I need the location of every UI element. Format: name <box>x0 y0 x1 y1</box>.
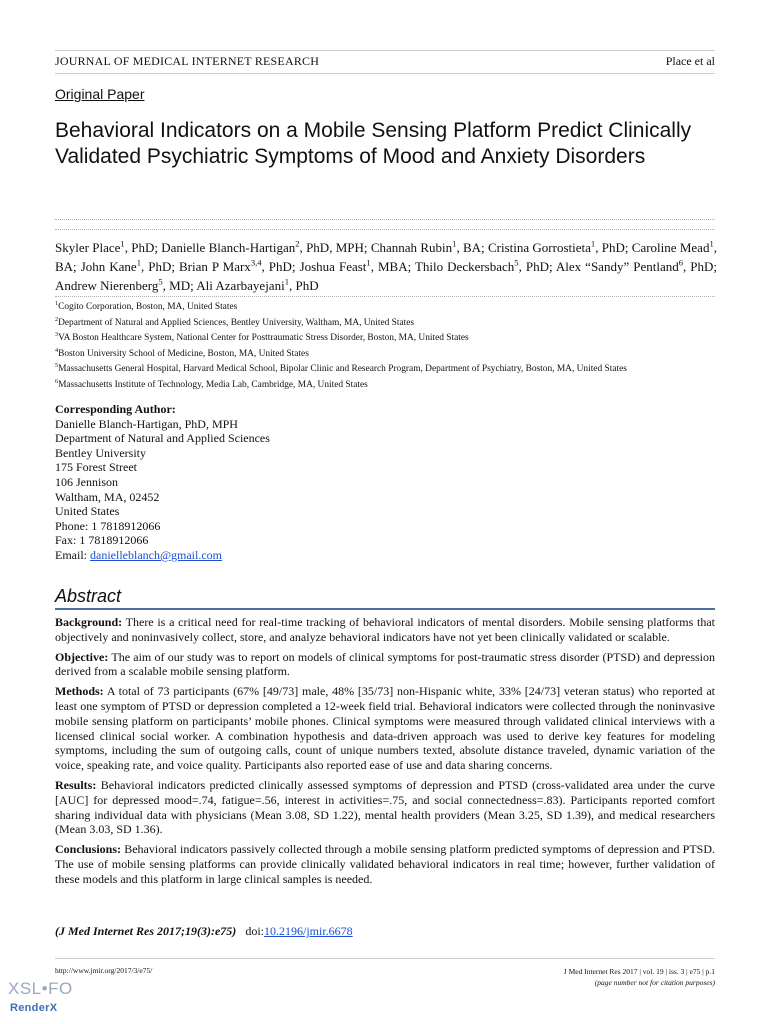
author-name: Joshua Feast <box>299 259 367 274</box>
footer-issue-info: J Med Internet Res 2017 | vol. 19 | iss. 3 | e75 | p.1 <box>563 967 715 976</box>
author-degree: , PhD; <box>683 259 718 274</box>
abstract-section-label: Objective: <box>55 649 109 664</box>
author-name: Skyler Place <box>55 240 121 255</box>
author-name: Andrew Nierenberg <box>55 278 159 293</box>
affiliation-item <box>55 316 735 332</box>
address-line: Fax: 1 7818912066 <box>55 533 149 548</box>
corresponding-author-heading: Corresponding Author: <box>55 402 176 416</box>
author-degree: , BA; <box>55 240 717 274</box>
affiliation-text: Cogito Corporation, Boston, MA, United States <box>58 302 238 312</box>
renderx-logo: RenderX <box>10 1002 58 1014</box>
affiliation-item <box>55 331 735 347</box>
author-affiliation-mark: 1 <box>120 238 125 249</box>
abstract-section-text: The aim of our study was to report on models of clinical symptoms for post-traumatic stress disorder (PTSD) and depression derived from a scalable mobile sensing platform. <box>55 649 715 679</box>
author-affiliation-mark: 2 <box>295 238 300 249</box>
address-line: 175 Forest Street <box>55 460 137 475</box>
abstract-section-text: A total of 73 participants (67% [49/73] male, 48% [35/73] non-Hispanic white, 33% [24/73] veteran status) who reported at least one symptom of PTSD or depression completed a 12-week field trial. Behavioral indicators were collected through the noninvasive mobile sensing platform on participants’ mobile phones. Clinical symptoms were measured through validated clinical interviews with a licensed clinical social worker. A combination hypothesis and data-driven approach was used to derive key features for modeling symptoms, including the sum of outgoing calls, count of unique numbers texted, absolute distance traveled, dynamic variation of the voice, speaking rate, and voice quality. Participants also reported ease of use and data sharing concerns. <box>55 684 715 773</box>
abstract-section <box>55 615 715 645</box>
running-author: Place et al <box>665 54 715 68</box>
xslfo-logo: XSL•FO <box>8 979 73 998</box>
header-top-rule <box>55 50 715 51</box>
corresponding-author <box>55 402 270 563</box>
affiliation-text: Department of Natural and Applied Sciences, Bentley University, Waltham, MA, United States <box>58 317 415 328</box>
author-list <box>55 238 717 295</box>
affiliation-number: 3 <box>55 331 59 339</box>
abstract-heading: Abstract <box>55 586 122 606</box>
author-degree: , PhD <box>288 278 319 293</box>
affiliation-text: Boston University School of Medicine, Boston, MA, United States <box>58 348 309 359</box>
abstract-section-text: There is a critical need for real-time tracking of behavioral indicators of mental disorders. Mobile sensing platforms that objectively and noninvasively collect, store, and analyze behavioral indicators have not yet been clinically validated or scalable. <box>55 615 715 644</box>
author-affiliation-mark: 3,4 <box>250 257 262 268</box>
authors-divider <box>55 296 715 297</box>
abstract-section-label: Results: <box>55 777 97 792</box>
author-affiliation-mark: 1 <box>590 238 596 249</box>
abstract-section-text: Behavioral indicators predicted clinically assessed symptoms of depression and PTSD (cross-validated area under the curve [AUC] for depressed mood=.74, fatigue=.56, interest in activities=.75, and social connectedness=.83). Participants reported comfort sharing individual data with physicians (Mean 3.08, SD 1.22), mental health providers (Mean 3.25, SD 1.39), and medical researchers (Mean 3.03, SD 1.36). <box>55 777 715 837</box>
author-affiliation-mark: 1 <box>709 238 714 249</box>
author-affiliation-mark: 1 <box>366 257 371 268</box>
address-line: United States <box>55 504 120 519</box>
affiliation-number: 4 <box>55 346 59 354</box>
abstract-section <box>55 778 715 837</box>
author-name: Alex “Sandy” Pentland <box>555 259 679 274</box>
footer-info <box>564 966 715 988</box>
address-line: Phone: 1 7818912066 <box>55 518 161 533</box>
email-link[interactable]: danielleblanch@gmail.com <box>90 547 223 562</box>
affiliation-item <box>55 300 735 316</box>
author-affiliation-mark: 6 <box>678 257 684 268</box>
affiliation-text: Massachusetts General Hospital, Harvard Medical School, Bipolar Clinic and Research Program, Department of Psychiatry, Boston, MA, United States <box>58 364 627 375</box>
affiliation-item <box>55 347 735 363</box>
author-name: Brian P Marx <box>179 259 251 274</box>
citation <box>55 924 353 939</box>
author-degree: , PhD, MPH; <box>299 240 371 255</box>
abstract-section-label: Methods: <box>55 684 104 699</box>
affiliation-item <box>55 362 735 378</box>
author-degree: , PhD; <box>261 259 300 274</box>
abstract-section <box>55 650 715 680</box>
citation-ref: (J Med Internet Res 2017;19(3):e75) <box>55 924 237 938</box>
author-name: Thilo Deckersbach <box>414 259 515 274</box>
abstract-body <box>55 615 715 892</box>
author-name: Channah Rubin <box>370 240 453 255</box>
author-degree: , PhD; <box>595 240 632 255</box>
header-bottom-rule <box>55 73 715 74</box>
abstract-section-label: Conclusions: <box>55 842 122 857</box>
author-affiliation-mark: 1 <box>284 276 289 287</box>
author-degree: , PhD; <box>124 240 162 255</box>
affiliation-number: 5 <box>55 362 59 370</box>
author-affiliation-mark: 5 <box>158 276 163 287</box>
abstract-section <box>55 684 715 773</box>
author-degree: , MD; <box>162 278 197 293</box>
corresponding-author-email <box>55 548 270 563</box>
author-affiliation-mark: 1 <box>452 238 457 249</box>
journal-name: JOURNAL OF MEDICAL INTERNET RESEARCH <box>55 54 320 68</box>
author-name: John Kane <box>80 259 137 274</box>
affiliation-number: 2 <box>55 315 59 323</box>
author-degree: , PhD; <box>518 259 556 274</box>
abstract-section-label: Background: <box>55 615 123 629</box>
title-divider-bottom <box>55 229 715 230</box>
author-name: Ali Azarbayejani <box>196 278 285 293</box>
affiliation-text: VA Boston Healthcare System, National Center for Posttraumatic Stress Disorder, Boston, MA, United States <box>58 333 469 344</box>
affiliation-item <box>55 378 735 394</box>
author-affiliation-mark: 1 <box>136 257 141 268</box>
address-line: Waltham, MA, 02452 <box>55 489 160 504</box>
affiliation-text: Massachusetts Institute of Technology, Media Lab, Cambridge, MA, United States <box>58 379 368 390</box>
author-degree: , BA; <box>456 240 488 255</box>
footer-rule <box>55 958 715 959</box>
abstract-section-text: Behavioral indicators passively collected through a mobile sensing platform predicted symptoms of depression and PTSD. The use of mobile sensing platforms can provide clinically validated behavioral indicators in real time; however, further validation of these models and this platform in large clinical samples is needed. <box>55 842 715 886</box>
title-divider-top <box>55 219 715 220</box>
footer-url: http://www.jmir.org/2017/3/e75/ <box>55 966 153 975</box>
doi-label: doi: <box>245 924 264 938</box>
author-name: Caroline Mead <box>631 240 710 255</box>
address-line: Bentley University <box>55 445 146 460</box>
address-line: Danielle Blanch-Hartigan, PhD, MPH <box>55 416 238 431</box>
author-degree: , PhD; <box>140 259 179 274</box>
doi-link[interactable]: 10.2196/jmir.6678 <box>263 924 353 938</box>
corresponding-author-address <box>55 417 270 548</box>
page-title: Behavioral Indicators on a Mobile Sensing Platform Predict Clinically Validated Psychiatric Symptoms of Mood and Anxiety Disorders <box>55 119 692 168</box>
address-line: Department of Natural and Applied Sciences <box>55 431 270 446</box>
affiliation-list <box>55 300 735 394</box>
address-line: 106 Jennison <box>55 474 118 489</box>
affiliation-number: 1 <box>55 299 59 307</box>
abstract-section <box>55 842 715 886</box>
author-name: Cristina Gorrostieta <box>487 240 591 255</box>
author-affiliation-mark: 5 <box>514 257 519 268</box>
footer-page-note: (page number not for citation purposes) <box>594 978 715 987</box>
email-label: Email: <box>55 547 90 562</box>
author-degree: , MBA; <box>370 259 415 274</box>
author-name: Danielle Blanch-Hartigan <box>161 240 296 255</box>
affiliation-number: 6 <box>55 377 59 385</box>
article-type: Original Paper <box>55 86 145 102</box>
abstract-rule <box>55 608 715 610</box>
